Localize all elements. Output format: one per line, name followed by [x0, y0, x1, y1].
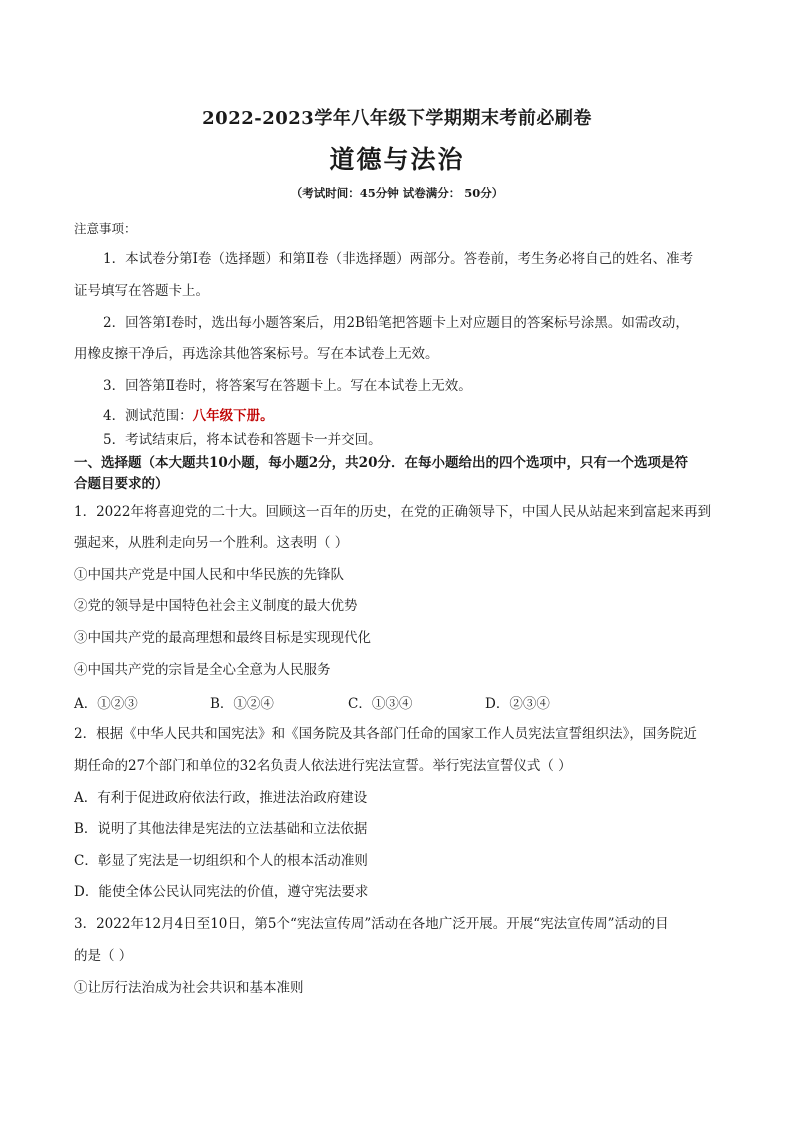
notes-heading: 注意事项：	[74, 221, 137, 236]
q1-option-a: A．①②③	[74, 696, 138, 712]
q2-option-a: A．有利于促进政府依法行政，推进法治政府建设	[74, 790, 368, 806]
q1-options	[74, 692, 724, 712]
note-5: 5．考试结束后，将本试卷和答题卡一并交回。	[103, 432, 382, 448]
note-4-prefix: 4．测试范围：	[103, 408, 193, 424]
subject-title: 道德与法治	[329, 145, 465, 174]
q1-stem-line-2: 强起来，从胜利走向另一个胜利。这表明（ ）	[74, 535, 349, 551]
section-1-heading-line-1: 一、选择题（本大题共10小题，每小题2分，共20分．在每小题给出的四个选项中，只有一个选项是符	[74, 455, 688, 471]
q1-statement-4: ④中国共产党的宗旨是全心全意为人民服务	[74, 662, 331, 678]
q1-statement-2: ②党的领导是中国特色社会主义制度的最大优势	[74, 598, 358, 614]
q1-statement-1: ①中国共产党是中国人民和中华民族的先锋队	[74, 567, 344, 583]
note-3: 3．回答第Ⅱ卷时，将答案写在答题卡上。写在本试卷上无效。	[103, 378, 472, 394]
q3-stem-line-2: 的是（ ）	[74, 948, 133, 964]
note-2-line-1: 2．回答第Ⅰ卷时，选出每小题答案后，用2B铅笔把答题卡上对应题目的答案标号涂黑。如需改动，	[103, 315, 689, 331]
q1-stem-line-1: 1．2022年将喜迎党的二十大。回顾这一百年的历史，在党的正确领导下，中国人民从站起来到富起来再到	[74, 504, 711, 520]
exam-info: （考试时间：45分钟 试卷满分： 50分）	[290, 186, 504, 200]
q1-option-c: C．①③④	[348, 696, 413, 712]
note-1-line-2: 证号填写在答题卡上。	[74, 283, 209, 299]
q1-option-d: D．②③④	[485, 696, 550, 712]
q2-option-c: C．彰显了宪法是一切组织和个人的根本活动准则	[74, 853, 368, 869]
q3-statement-1: ①让厉行法治成为社会共识和基本准则	[74, 980, 304, 996]
q2-option-b: B．说明了其他法律是宪法的立法基础和立法依据	[74, 821, 368, 837]
q1-option-b: B．①②④	[210, 696, 274, 712]
q2-stem-line-2: 期任命的27个部门和单位的32名负责人依法进行宪法宣誓。举行宪法宣誓仪式（ ）	[74, 758, 572, 774]
note-2-line-2: 用橡皮擦干净后，再选涂其他答案标号。写在本试卷上无效。	[74, 346, 439, 362]
q2-stem-line-1: 2．根据《中华人民共和国宪法》和《国务院及其各部门任命的国家工作人员宪法宣誓组织法》，国务院近	[74, 726, 697, 742]
note-1-line-1: 1．本试卷分第Ⅰ卷（选择题）和第Ⅱ卷（非选择题）两部分。答卷前，考生务必将自己的姓名、准考	[103, 251, 694, 267]
q1-statement-3: ③中国共产党的最高理想和最终目标是实现现代化	[74, 630, 371, 646]
q2-option-d: D．能使全体公民认同宪法的价值，遵守宪法要求	[74, 884, 369, 900]
note-4	[103, 406, 723, 426]
section-1-heading-line-2: 合题目要求的）	[74, 476, 169, 492]
q3-stem-line-1: 3．2022年12月4日至10日，第5个“宪法宣传周”活动在各地广泛开展。开展“宪法宣传周”活动的目	[74, 916, 669, 932]
note-4-range: 八年级下册。	[192, 408, 274, 424]
exam-year-title: 2022-2023学年八年级下学期期末考前必刷卷	[202, 108, 592, 129]
